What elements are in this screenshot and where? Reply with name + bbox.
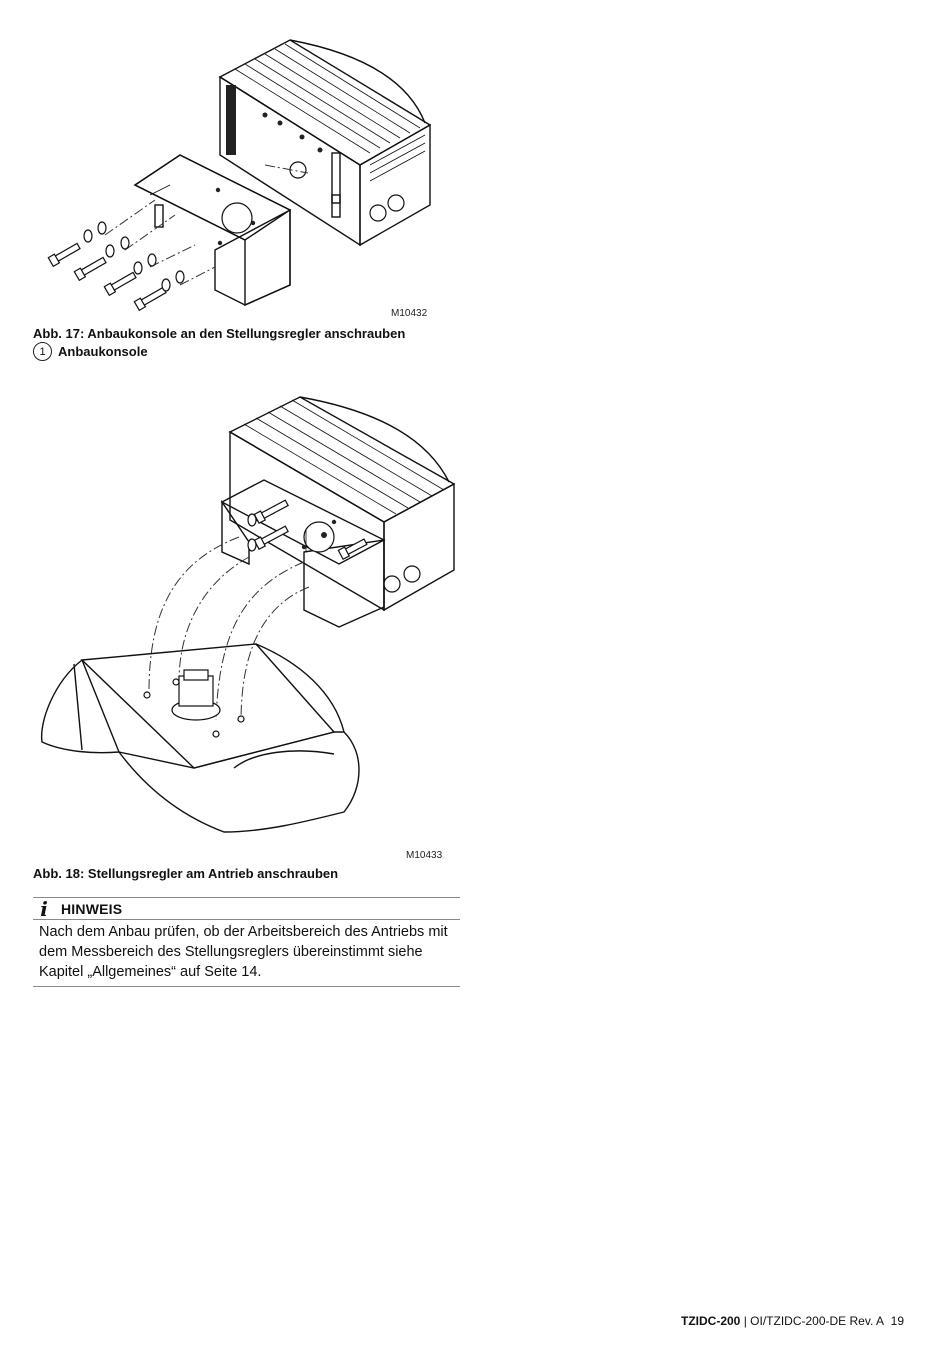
figure-17-id: M10432 — [391, 308, 428, 319]
notice-bottom-rule — [33, 986, 460, 987]
screws-and-washers — [48, 222, 184, 310]
notice-title: HINWEIS — [61, 900, 123, 917]
figure-18-drawing — [34, 392, 464, 852]
figure-18-id: M10433 — [406, 850, 443, 861]
notice-box — [33, 897, 460, 987]
footer-document-id: OI/TZIDC-200-DE Rev. A — [750, 1314, 884, 1328]
info-icon: i — [40, 896, 48, 921]
legend-number-badge: 1 — [33, 342, 52, 361]
page-number: 19 — [890, 1314, 904, 1328]
footer-separator: | — [740, 1314, 751, 1328]
actuator — [42, 644, 359, 832]
notice-header — [33, 898, 460, 919]
notice-text: Nach dem Anbau prüfen, ob der Arbeitsbereich des Antriebs mit dem Messbereich des Stellungsreglers übereinstimmt siehe Kapitel „Allgemeines“ auf Seite 14. — [39, 924, 448, 980]
figure-17-legend-item — [33, 342, 148, 361]
figure-18-caption: Abb. 18: Stellungsregler am Antrieb anschrauben — [33, 866, 339, 881]
mounting-bracket — [135, 155, 290, 305]
figure-17-drawing — [40, 35, 460, 335]
legend-label: Anbaukonsole — [58, 344, 148, 359]
figure-17-caption: Abb. 17: Anbaukonsole an den Stellungsregler anschrauben — [33, 326, 406, 341]
footer-product: TZIDC-200 — [681, 1314, 741, 1328]
page-footer — [681, 1314, 904, 1328]
